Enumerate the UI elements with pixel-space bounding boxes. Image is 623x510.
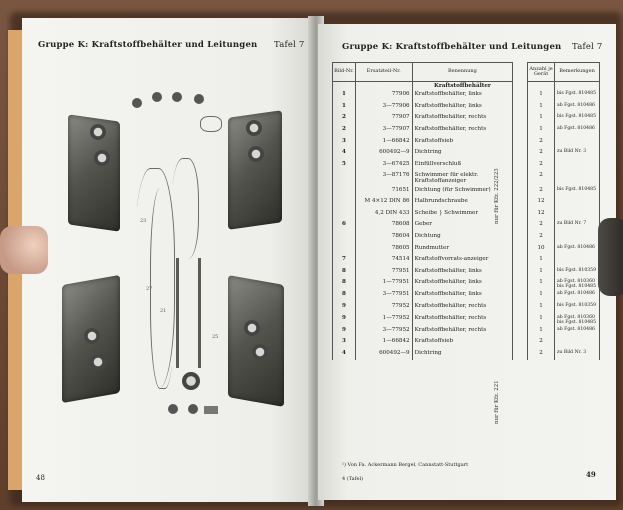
remark-cell bbox=[555, 137, 600, 149]
quantity-cell: 1 bbox=[528, 302, 555, 314]
right-plate-label: Tafel 7 bbox=[572, 42, 603, 52]
table-row bbox=[333, 255, 600, 267]
remark-cell bbox=[555, 337, 600, 349]
remark-cell bbox=[555, 232, 600, 244]
table-row bbox=[333, 197, 600, 209]
part-number-cell: 600492—9 bbox=[355, 349, 412, 361]
name-cell: Halbrundschraube bbox=[412, 197, 513, 209]
pipe-bend bbox=[200, 116, 222, 132]
remark-cell: ab Fgst. 810486 bbox=[555, 290, 600, 302]
table-row bbox=[333, 209, 600, 221]
remark-cell: bis Fgst. 810359 bbox=[555, 267, 600, 279]
table-row bbox=[333, 220, 600, 232]
part-number-cell: 77951 bbox=[355, 267, 412, 279]
table-row bbox=[333, 326, 600, 338]
side-cell bbox=[513, 197, 528, 209]
quantity-cell: 10 bbox=[528, 244, 555, 256]
part-number-cell: 78605 bbox=[355, 244, 412, 256]
remark-cell: zu Bild Nr. 7 bbox=[555, 220, 600, 232]
column-header: Ersatzteil-Nr. bbox=[355, 63, 412, 82]
name-cell: Kraftstoffbehälter, links bbox=[412, 278, 513, 290]
part-number-cell: 600492—9 bbox=[355, 148, 412, 160]
side-cell bbox=[513, 137, 528, 149]
position-cell: 5 bbox=[333, 160, 356, 172]
part-number-cell: 3—77951 bbox=[355, 290, 412, 302]
quantity-cell: 2 bbox=[528, 137, 555, 149]
part-number-label: 27 bbox=[146, 286, 153, 292]
part-number-cell: 3—87176 bbox=[355, 171, 412, 185]
side-cell bbox=[513, 148, 528, 160]
remark-cell: bis Fgst. 810485 bbox=[555, 113, 600, 125]
table-row bbox=[333, 125, 600, 137]
column-header: Anzahl je Gerät bbox=[528, 63, 555, 82]
part-number-cell: 77906 bbox=[355, 90, 412, 102]
part-number-cell: 1—66842 bbox=[355, 337, 412, 349]
side-cell bbox=[513, 209, 528, 221]
table-row bbox=[333, 337, 600, 349]
filler-cap bbox=[246, 120, 262, 136]
position-cell bbox=[333, 209, 356, 221]
position-cell: 9 bbox=[333, 326, 356, 338]
remark-cell bbox=[555, 197, 600, 209]
position-cell: 4 bbox=[333, 349, 356, 361]
name-cell: Kraftstoffbehälter, rechts bbox=[412, 326, 513, 338]
position-cell: 2 bbox=[333, 125, 356, 137]
name-cell: Kraftstoffsieb bbox=[412, 337, 513, 349]
quantity-cell: 2 bbox=[528, 349, 555, 361]
side-cell bbox=[513, 349, 528, 361]
position-cell: 8 bbox=[333, 290, 356, 302]
left-page-number: 48 bbox=[36, 474, 45, 482]
remark-cell: ab Fgst. 810360 bis Fgst. 810485 bbox=[555, 314, 600, 326]
filler-cap bbox=[94, 150, 110, 166]
part-number-cell: 3—77906 bbox=[355, 102, 412, 114]
side-cell bbox=[513, 90, 528, 102]
fuel-gauge bbox=[182, 372, 200, 390]
name-cell: Kraftstoffbehälter, links bbox=[412, 90, 513, 102]
remark-cell: ab Fgst. 810486 bbox=[555, 102, 600, 114]
filter-element bbox=[204, 406, 218, 414]
position-cell bbox=[333, 232, 356, 244]
name-cell: Dichtung bbox=[412, 232, 513, 244]
table-row bbox=[333, 232, 600, 244]
side-cell bbox=[513, 314, 528, 326]
name-cell: Einfüllverschluß bbox=[412, 160, 513, 172]
table-row bbox=[333, 113, 600, 125]
right-thumb bbox=[598, 218, 623, 296]
quantity-cell: 2 bbox=[528, 220, 555, 232]
table-row bbox=[333, 137, 600, 149]
column-header: Bild-Nr. bbox=[333, 63, 356, 82]
remark-cell: zu Bild Nr. 3 bbox=[555, 148, 600, 160]
part-number-cell: M 4×12 DIN 86 bbox=[355, 197, 412, 209]
quantity-cell: 1 bbox=[528, 125, 555, 137]
fitting bbox=[194, 94, 204, 104]
remark-cell: ab Fgst. 810486 bbox=[555, 125, 600, 137]
part-number-cell: 78604 bbox=[355, 232, 412, 244]
part-number-cell: 77907 bbox=[355, 113, 412, 125]
name-cell: Kraftstoffbehälter, rechts bbox=[412, 302, 513, 314]
name-cell: Schwimmer für elektr. Kraftstoffanzeiger bbox=[412, 171, 513, 185]
left-plate-label: Tafel 7 bbox=[274, 40, 305, 50]
side-cell bbox=[513, 326, 528, 338]
section-row bbox=[333, 82, 600, 91]
part-number-cell: 3—77907 bbox=[355, 125, 412, 137]
table-row bbox=[333, 244, 600, 256]
table-row bbox=[333, 148, 600, 160]
position-cell bbox=[333, 186, 356, 198]
name-cell: Kraftstoffbehälter, links bbox=[412, 290, 513, 302]
name-cell: Kraftstoffsieb bbox=[412, 137, 513, 149]
name-cell: Kraftstoffbehälter, rechts bbox=[412, 125, 513, 137]
column-header: Benennung bbox=[412, 63, 513, 82]
parts-table bbox=[332, 62, 600, 360]
position-cell: 8 bbox=[333, 278, 356, 290]
table-row bbox=[333, 160, 600, 172]
quantity-cell: 1 bbox=[528, 255, 555, 267]
position-cell: 9 bbox=[333, 302, 356, 314]
position-cell: 8 bbox=[333, 267, 356, 279]
remark-cell: zu Bild Nr. 3 bbox=[555, 349, 600, 361]
side-cell bbox=[513, 125, 528, 137]
quantity-cell: 1 bbox=[528, 326, 555, 338]
position-cell: 3 bbox=[333, 337, 356, 349]
name-cell: Kraftstoffbehälter, links bbox=[412, 267, 513, 279]
float-rod bbox=[198, 258, 201, 368]
quantity-cell: 12 bbox=[528, 197, 555, 209]
remark-cell bbox=[555, 255, 600, 267]
name-cell: Kraftstoffbehälter, rechts bbox=[412, 113, 513, 125]
table-header-row bbox=[333, 63, 600, 82]
footnote: ¹) Von Fa. Ackermann Bergel, Cannstatt-Stuttgart bbox=[342, 462, 469, 468]
part-number-label: 21 bbox=[160, 308, 167, 314]
filler-cap bbox=[84, 328, 100, 344]
table-row bbox=[333, 349, 600, 361]
quantity-cell: 12 bbox=[528, 209, 555, 221]
part-number-label: 25 bbox=[212, 334, 219, 340]
side-cell bbox=[513, 255, 528, 267]
left-page-header: Gruppe K: Kraftstoffbehälter und Leitungen bbox=[38, 40, 258, 50]
quantity-cell: 2 bbox=[528, 171, 555, 185]
position-cell: 9 bbox=[333, 314, 356, 326]
table-row bbox=[333, 267, 600, 279]
position-cell: 1 bbox=[333, 102, 356, 114]
part-number-cell: 77952 bbox=[355, 302, 412, 314]
name-cell: Kraftstoffbehälter, rechts bbox=[412, 314, 513, 326]
name-cell: Rundmutter bbox=[412, 244, 513, 256]
part-number-cell: 78608 bbox=[355, 220, 412, 232]
side-cell bbox=[513, 278, 528, 290]
table-row bbox=[333, 186, 600, 198]
section-title: Kraftstoffbehälter bbox=[412, 82, 513, 91]
position-cell: 7 bbox=[333, 255, 356, 267]
part-number-cell: 3—77952 bbox=[355, 326, 412, 338]
remark-cell bbox=[555, 209, 600, 221]
quantity-cell: 2 bbox=[528, 232, 555, 244]
part-number-cell: 1—77951 bbox=[355, 278, 412, 290]
part-number-cell: 1—66842 bbox=[355, 137, 412, 149]
remark-cell: ab Fgst. 810486 bbox=[555, 326, 600, 338]
position-cell bbox=[333, 171, 356, 185]
remark-cell: ab Fgst. 810360 bis Fgst. 810485 bbox=[555, 278, 600, 290]
table-row bbox=[333, 290, 600, 302]
side-cell bbox=[513, 232, 528, 244]
remark-cell: bis Fgst. 810485 bbox=[555, 186, 600, 198]
fuel-tank-right-bottom bbox=[228, 275, 284, 407]
filler-cap bbox=[252, 344, 268, 360]
quantity-cell: 1 bbox=[528, 278, 555, 290]
side-cell bbox=[513, 220, 528, 232]
table-row bbox=[333, 171, 600, 185]
quantity-cell: 1 bbox=[528, 90, 555, 102]
name-cell: Geber bbox=[412, 220, 513, 232]
remark-cell: bis Fgst. 810359 bbox=[555, 302, 600, 314]
column-header: Bemerkungen bbox=[555, 63, 600, 82]
fitting bbox=[188, 404, 198, 414]
fuel-line bbox=[172, 158, 199, 259]
quantity-cell: 2 bbox=[528, 337, 555, 349]
part-number-cell: 3—67425 bbox=[355, 160, 412, 172]
side-note: nur für Kfz. 221 bbox=[494, 380, 500, 424]
remark-cell bbox=[555, 160, 600, 172]
table-row bbox=[333, 102, 600, 114]
name-cell: Kraftstoffbehälter, links bbox=[412, 102, 513, 114]
side-cell bbox=[513, 290, 528, 302]
name-cell: Dichtung (für Schwimmer) bbox=[412, 186, 513, 198]
part-number-cell: 1—77952 bbox=[355, 314, 412, 326]
position-cell bbox=[333, 197, 356, 209]
fitting bbox=[132, 98, 142, 108]
part-number-cell: 71651 bbox=[355, 186, 412, 198]
filler-cap bbox=[90, 354, 106, 370]
side-cell bbox=[513, 244, 528, 256]
position-cell: 4 bbox=[333, 148, 356, 160]
table-row bbox=[333, 90, 600, 102]
quantity-cell: 1 bbox=[528, 267, 555, 279]
table-row bbox=[333, 302, 600, 314]
position-cell: 3 bbox=[333, 137, 356, 149]
part-number-cell: 4,2 DIN 433 bbox=[355, 209, 412, 221]
quantity-cell: 2 bbox=[528, 160, 555, 172]
name-cell: Dichtring bbox=[412, 349, 513, 361]
quantity-cell: 1 bbox=[528, 314, 555, 326]
quantity-cell: 1 bbox=[528, 102, 555, 114]
left-thumb bbox=[0, 226, 48, 274]
filler-cap bbox=[248, 146, 264, 162]
position-cell: 1 bbox=[333, 90, 356, 102]
filler-cap bbox=[90, 124, 106, 140]
quantity-cell: 2 bbox=[528, 148, 555, 160]
table-row bbox=[333, 314, 600, 326]
right-page-number: 49 bbox=[586, 470, 596, 479]
fitting bbox=[168, 404, 178, 414]
name-cell: Dichtring bbox=[412, 148, 513, 160]
position-cell bbox=[333, 244, 356, 256]
right-page-header: Gruppe K: Kraftstoffbehälter und Leitungen bbox=[342, 42, 562, 52]
quantity-cell: 1 bbox=[528, 290, 555, 302]
filler-cap bbox=[244, 320, 260, 336]
side-cell bbox=[513, 302, 528, 314]
footer-left: 4 (Tafel) bbox=[342, 476, 364, 482]
table-row bbox=[333, 278, 600, 290]
name-cell: Scheibe } Schwimmer bbox=[412, 209, 513, 221]
part-number-cell: 74514 bbox=[355, 255, 412, 267]
part-number-label: 23 bbox=[140, 218, 147, 224]
position-cell: 2 bbox=[333, 113, 356, 125]
fitting bbox=[172, 92, 182, 102]
float-rod bbox=[176, 258, 179, 368]
remark-cell bbox=[555, 171, 600, 185]
side-cell bbox=[513, 160, 528, 172]
side-cell bbox=[513, 337, 528, 349]
quantity-cell: 2 bbox=[528, 186, 555, 198]
right-page bbox=[318, 24, 616, 500]
fitting bbox=[152, 92, 162, 102]
side-cell bbox=[513, 171, 528, 185]
side-cell bbox=[513, 113, 528, 125]
remark-cell: bis Fgst. 810485 bbox=[555, 90, 600, 102]
position-cell: 6 bbox=[333, 220, 356, 232]
side-cell bbox=[513, 186, 528, 198]
side-cell bbox=[513, 267, 528, 279]
name-cell: Kraftstoffvorrats-anzeiger bbox=[412, 255, 513, 267]
remark-cell: ab Fgst. 810486 bbox=[555, 244, 600, 256]
quantity-cell: 1 bbox=[528, 113, 555, 125]
side-note: nur für Kfz. 222/223 bbox=[494, 168, 500, 224]
side-cell bbox=[513, 102, 528, 114]
left-page bbox=[22, 18, 314, 502]
